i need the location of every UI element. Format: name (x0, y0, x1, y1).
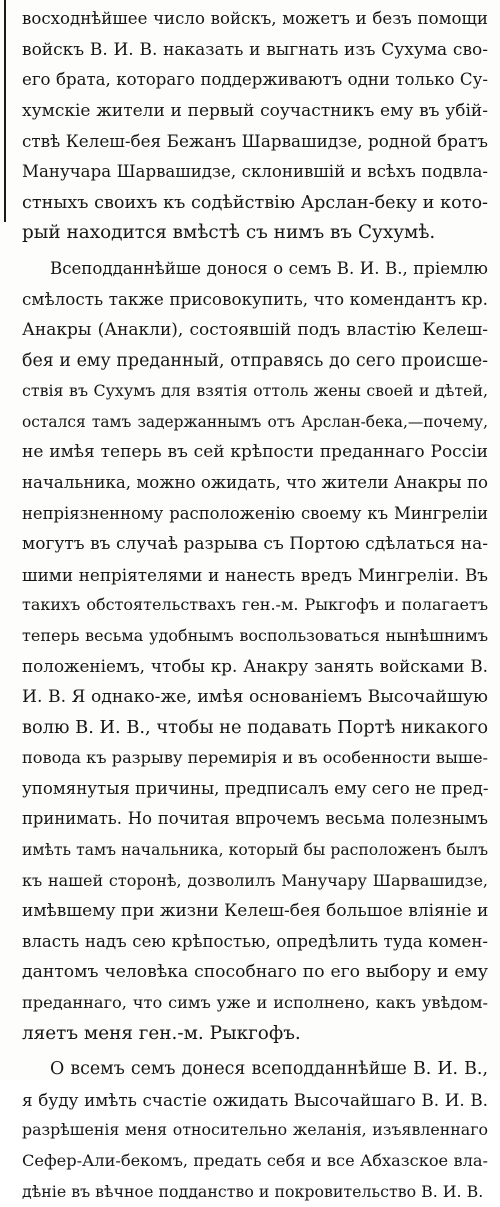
text-line: могутъ въ случаѣ разрыва съ Портою сдѣлаться на- (22, 534, 488, 555)
text-line: я буду имѣть счастіе ожидать Высочайшаго В. И. В. (22, 1089, 488, 1110)
text-line: принимать. Но почитая впрочемъ весьма полезнымъ (22, 809, 488, 829)
text-line: бея и ему преданный, отправясь до сего происше- (22, 350, 488, 371)
text-line: непріязненному расположенію своему къ Мингреліи (22, 503, 488, 523)
text-line: смѣлость также присовокупить, что комендантъ кр. (22, 289, 488, 310)
text-line: имѣвшему при жизни Келеш-бея большое вліяніе и (22, 901, 489, 922)
text-line: начальника, можно ожидать, что жители Анакры по (22, 472, 488, 492)
text-line: положеніемъ, чтобы кр. Анакру занять войсками В. (22, 656, 488, 677)
text-line: Манучара Шарвашидзе, склонившій и всѣхъ подвла- (22, 161, 488, 181)
text-line: повода къ разрыву перемирія и въ особенности выше- (22, 748, 488, 768)
text-line: стныхъ своихъ къ содѣйствію Арслан-беку и кото- (22, 192, 488, 213)
paragraph (22, 4, 488, 249)
text-line: не имѣя теперь въ сей крѣпости преданнаго Россіи (22, 442, 488, 463)
text-line: шими непріятелями и нанесть вредъ Мингреліи. Въ (22, 564, 488, 585)
text-line: дантомъ человѣка способнаго по его выбору и ему (22, 962, 488, 983)
margin-rule (4, 0, 6, 222)
text-line: упомянутыя причины, предписалъ ему сего не пред- (22, 778, 489, 798)
text-line: восходнѣйшее число войскъ, можетъ и безъ помощи (22, 9, 488, 28)
text-line: Сефер-Али-бекомъ, предать себя и все Абхазское вла- (22, 1150, 488, 1170)
paragraph (22, 254, 488, 1049)
text-line: власть надъ сею крѣпостью, опредѣлить туда комен- (22, 931, 488, 951)
text-line: ляетъ меня ген.-м. Рыкгофъ. (22, 1022, 301, 1044)
text-line: О всемъ семъ донеся всеподданнѣйше В. И. В., (50, 1059, 488, 1080)
text-line: теперь весьма удобнымъ воспользоваться нынѣшнимъ (22, 625, 488, 645)
text-line: ствія въ Сухумъ для взятія оттоль жены своей и дѣтей, (22, 381, 488, 401)
text-line: его брата, котораго поддерживаютъ одни только Су- (22, 70, 488, 90)
text-line: такихъ обстоятельствахъ ген.-м. Рыкгофъ и полагаетъ (22, 595, 488, 615)
text-line: имѣть тамъ начальника, который бы расположенъ былъ (22, 841, 488, 860)
text-line: ствѣ Келеш-бея Бежанъ Шарвашидзе, родной братъ (22, 131, 488, 152)
text-line: Всеподданнѣйше донося о семъ В. И. В., пріемлю (50, 258, 488, 278)
document-body (22, 4, 488, 1207)
text-line: Анакры (Анакли), состоявшій подъ властію Келеш- (22, 319, 488, 340)
text-line: войскъ В. И. В. наказать и выгнать изъ Сухума сво- (22, 39, 488, 60)
text-line: И. В. Я однако-же, имѣя основаніемъ Высочайшую (22, 687, 488, 708)
text-line: къ нашей сторонѣ, дозволилъ Манучару Шарвашидзе, (22, 870, 488, 890)
text-line: волю В. И. В., чтобы не подавать Портѣ никакого (22, 716, 489, 738)
text-line: преданнаго, что симъ уже и исполнено, какъ увѣдом- (22, 993, 488, 1012)
text-line: остался тамъ задержаннымъ отъ Арслан-бека,—почему, (22, 412, 488, 431)
text-line: рый находится вмѣстѣ съ нимъ въ Сухумѣ. (22, 222, 436, 244)
text-line: хумскіе жители и первый соучастникъ ему въ убій- (22, 100, 488, 121)
text-line: дѣніе въ вѣчное подданство и покровительство В. И. В. (22, 1181, 484, 1201)
text-line: разрѣшенія меня относительно желанія, изъявленнаго (22, 1120, 488, 1140)
paragraph (22, 1054, 488, 1207)
